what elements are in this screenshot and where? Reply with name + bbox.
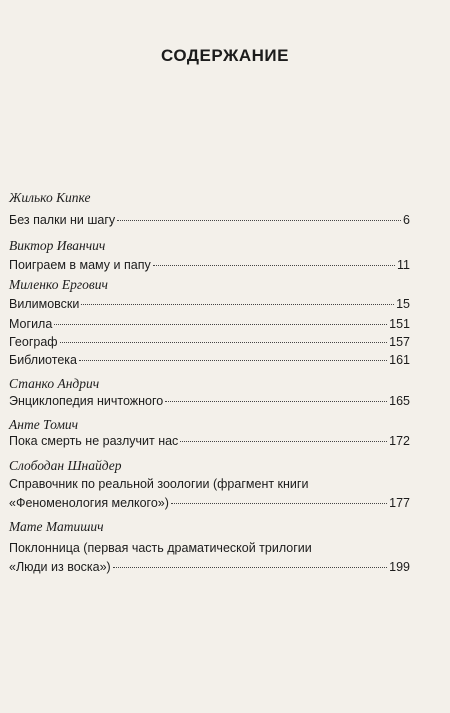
entry-title: Вилимовски — [9, 297, 80, 311]
toc-entry[interactable] — [9, 212, 410, 228]
toc-entry[interactable] — [9, 352, 410, 368]
toc-entry[interactable] — [9, 393, 410, 409]
entry-title: Могила — [9, 317, 53, 331]
page-number: 11 — [397, 258, 410, 272]
dot-leader — [153, 265, 395, 266]
author-name: Виктор Иванчич — [9, 238, 106, 253]
toc-entry[interactable] — [9, 334, 410, 350]
entry-title: Библиотека — [9, 353, 77, 367]
page-title: СОДЕРЖАНИЕ — [161, 46, 289, 65]
dot-leader — [171, 503, 387, 504]
author-name: Станко Андрич — [9, 376, 100, 391]
page-number: 157 — [389, 335, 410, 349]
toc-entry[interactable] — [9, 257, 410, 273]
dot-leader — [113, 567, 387, 568]
dot-leader — [54, 324, 387, 325]
author-name: Мате Матишич — [9, 519, 104, 534]
dot-leader — [180, 441, 387, 442]
dot-leader — [165, 401, 387, 402]
page-number: 161 — [389, 353, 410, 367]
author-name: Миленко Ергович — [9, 277, 108, 292]
toc-entry[interactable] — [9, 433, 410, 449]
page-number: 177 — [389, 496, 410, 510]
toc-entry[interactable] — [9, 540, 410, 575]
entry-title: Энциклопедия ничтожного — [9, 394, 164, 408]
page-number: 165 — [389, 394, 410, 408]
page-number: 151 — [389, 317, 410, 331]
page-number: 6 — [403, 213, 410, 227]
dot-leader — [81, 304, 394, 305]
page-number: 172 — [389, 434, 410, 448]
author-name: Слободан Шнайдер — [9, 458, 122, 473]
dot-leader — [79, 360, 387, 361]
entry-title: Без палки ни шагу — [9, 213, 116, 227]
entry-title-line-1: Поклонница (первая часть драматической трилогии — [9, 541, 312, 555]
entry-title: Поиграем в маму и папу — [9, 258, 151, 272]
page-number: 199 — [389, 560, 410, 574]
entry-title-line-2: «Феноменология мелкого») — [9, 496, 169, 510]
author-name: Анте Томич — [9, 417, 79, 432]
page-number: 15 — [396, 297, 410, 311]
entry-title-line-1: Справочник по реальной зоологии (фрагмент книги — [9, 477, 309, 491]
dot-leader — [60, 342, 388, 343]
toc-entry[interactable] — [9, 316, 410, 332]
toc-entry[interactable] — [9, 296, 410, 312]
toc-entry[interactable] — [9, 476, 410, 511]
author-name: Жилько Кипке — [9, 190, 91, 205]
entry-title-line-2: «Люди из воска») — [9, 560, 111, 574]
dot-leader — [117, 220, 401, 221]
entry-title: Географ — [9, 335, 58, 349]
entry-title: Пока смерть не разлучит нас — [9, 434, 179, 448]
